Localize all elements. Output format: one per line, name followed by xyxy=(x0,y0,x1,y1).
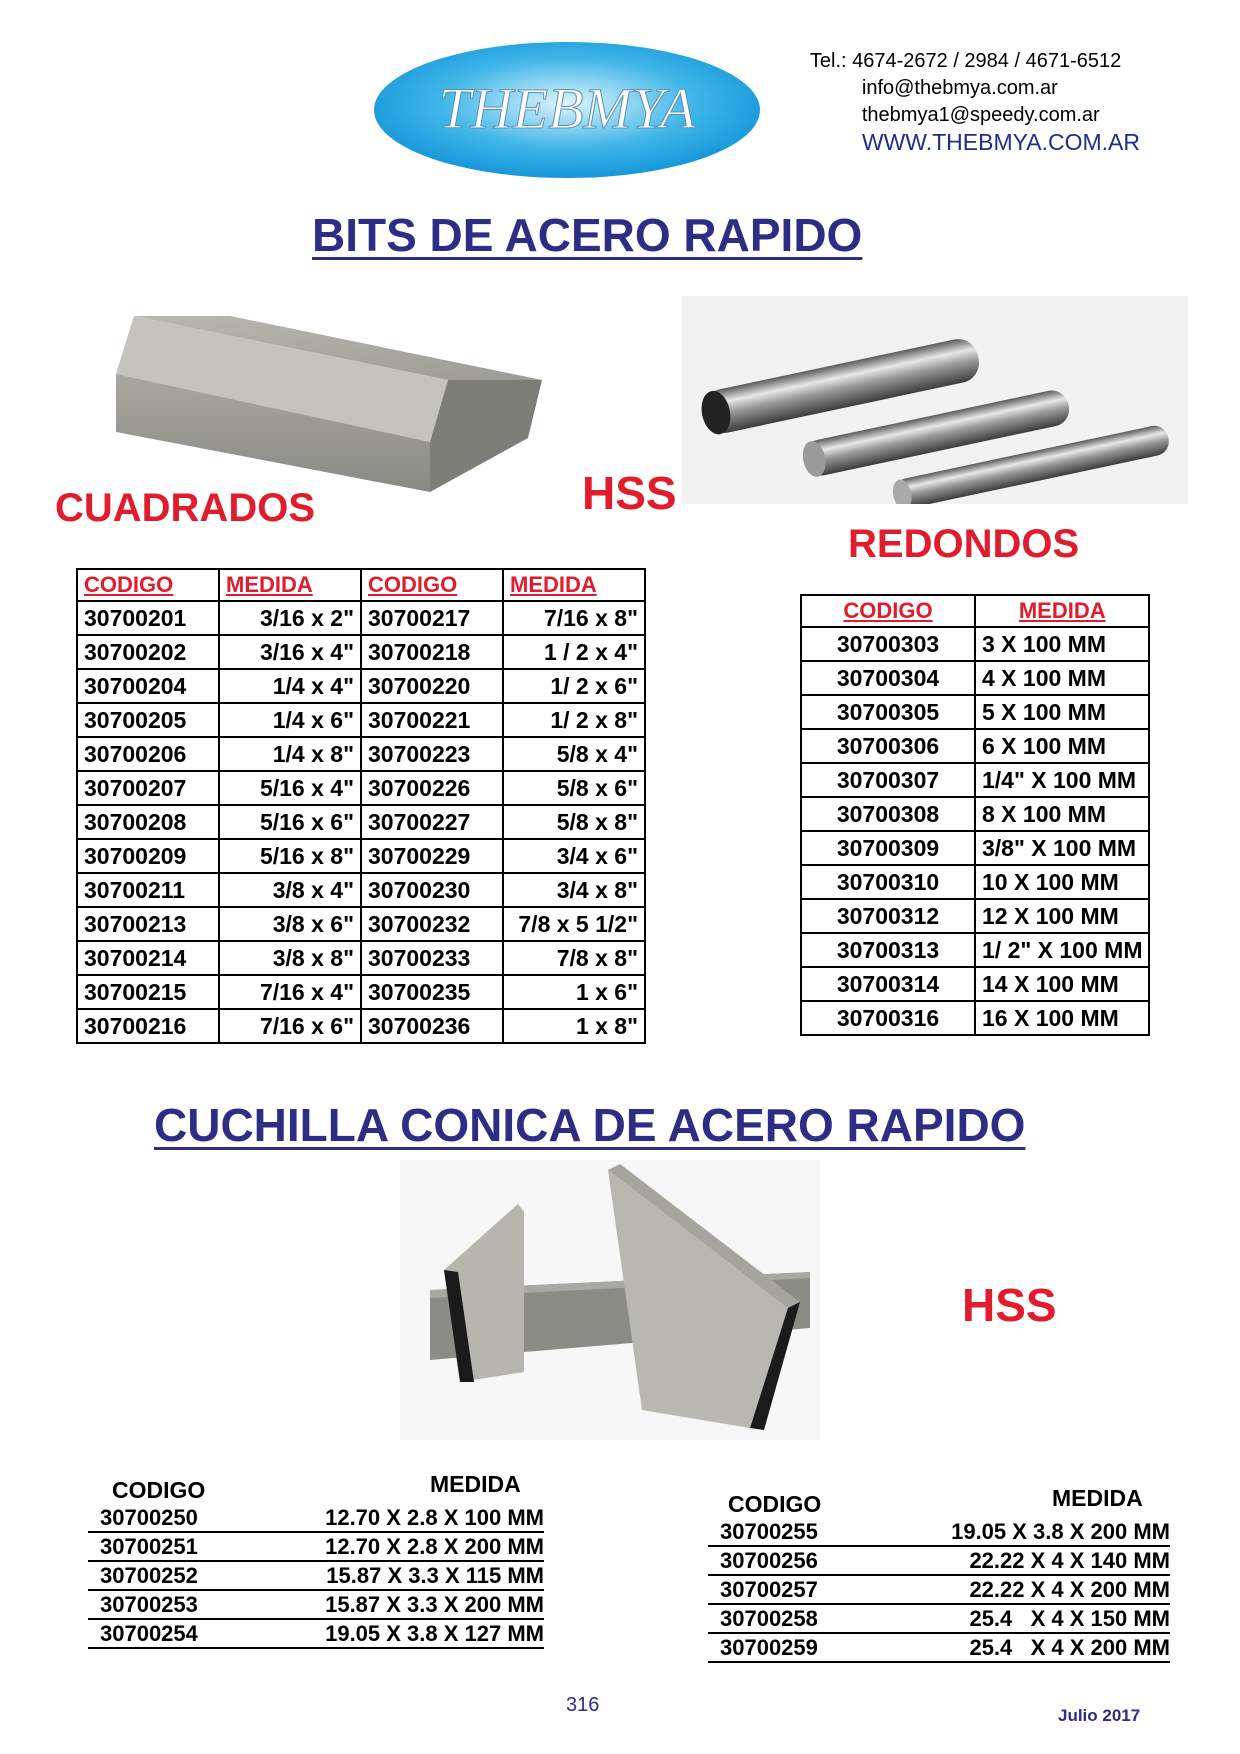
cell-code: 30700316 xyxy=(801,1001,975,1035)
table-row xyxy=(801,797,1149,831)
cell-size: 1/ 2 x 6" xyxy=(503,669,645,703)
table-row xyxy=(801,899,1149,933)
table-row xyxy=(77,601,645,635)
cell-size: 8 X 100 MM xyxy=(975,797,1149,831)
item-code: 30700253 xyxy=(100,1592,198,1617)
list-item xyxy=(88,1533,544,1562)
item-size: 19.05 X 3.8 X 127 MM xyxy=(325,1621,544,1646)
website-link[interactable]: WWW.THEBMYA.COM.AR xyxy=(861,129,1140,155)
list-item xyxy=(88,1562,544,1591)
page-number: 316 xyxy=(566,1694,600,1716)
cell-code: 30700309 xyxy=(801,831,975,865)
item-code: 30700252 xyxy=(100,1563,198,1588)
item-code: 30700251 xyxy=(100,1534,198,1559)
item-size: 22.22 X 4 X 200 MM xyxy=(969,1577,1170,1602)
cell-size: 3 X 100 MM xyxy=(975,627,1149,661)
cell-code: 30700216 xyxy=(77,1009,219,1043)
table-row xyxy=(801,763,1149,797)
edition-date: Julio 2017 xyxy=(1058,1706,1141,1725)
cell-size: 3/8" X 100 MM xyxy=(975,831,1149,865)
item-code: 30700259 xyxy=(720,1635,818,1660)
cell-size: 7/16 x 6" xyxy=(219,1009,361,1043)
item-size: 22.22 X 4 X 140 MM xyxy=(969,1548,1170,1573)
list-header xyxy=(88,1470,544,1504)
table-row xyxy=(77,771,645,805)
cell-code: 30700312 xyxy=(801,899,975,933)
cell-size: 5/8 x 6" xyxy=(503,771,645,805)
item-size: 19.05 X 3.8 X 200 MM xyxy=(951,1519,1170,1544)
cell-code: 30700205 xyxy=(77,703,219,737)
cell-code: 30700235 xyxy=(361,975,503,1009)
item-code: 30700255 xyxy=(720,1519,818,1544)
cell-code: 30700313 xyxy=(801,933,975,967)
cell-code: 30700223 xyxy=(361,737,503,771)
item-code: 30700257 xyxy=(720,1577,818,1602)
cell-code: 30700308 xyxy=(801,797,975,831)
cell-code: 30700218 xyxy=(361,635,503,669)
cell-size: 6 X 100 MM xyxy=(975,729,1149,763)
header-medida: MEDIDA xyxy=(1052,1485,1143,1511)
cell-size: 3/8 x 8" xyxy=(219,941,361,975)
header-codigo: CODIGO xyxy=(77,569,219,601)
cell-size: 7/16 x 4" xyxy=(219,975,361,1009)
cell-code: 30700204 xyxy=(77,669,219,703)
cell-code: 30700201 xyxy=(77,601,219,635)
cell-size: 3/16 x 2" xyxy=(219,601,361,635)
cell-code: 30700206 xyxy=(77,737,219,771)
cell-size: 5/8 x 4" xyxy=(503,737,645,771)
item-code: 30700256 xyxy=(720,1548,818,1573)
table-row xyxy=(77,907,645,941)
cell-size: 3/4 x 6" xyxy=(503,839,645,873)
cell-code: 30700306 xyxy=(801,729,975,763)
header-medida: MEDIDA xyxy=(503,569,645,601)
table-header-row xyxy=(77,569,645,601)
section-title-conic: CUCHILLA CONICA DE ACERO RAPIDO xyxy=(154,1099,1026,1151)
cell-size: 1/4" X 100 MM xyxy=(975,763,1149,797)
list-item xyxy=(708,1518,1170,1547)
table-row xyxy=(77,805,645,839)
item-size: 25.4 X 4 X 200 MM xyxy=(969,1635,1170,1660)
section-title-bits: BITS DE ACERO RAPIDO xyxy=(312,209,863,261)
cell-code: 30700209 xyxy=(77,839,219,873)
cell-size: 3/8 x 4" xyxy=(219,873,361,907)
list-item xyxy=(88,1504,544,1533)
cell-code: 30700232 xyxy=(361,907,503,941)
phone-text: Tel.: 4674-2672 / 2984 / 4671-6512 xyxy=(809,50,1122,72)
contact-block xyxy=(810,48,1140,156)
cell-code: 30700214 xyxy=(77,941,219,975)
table-row xyxy=(801,967,1149,1001)
cell-code: 30700215 xyxy=(77,975,219,1009)
item-size: 15.87 X 3.3 X 200 MM xyxy=(325,1592,544,1617)
cell-size: 1 / 2 x 4" xyxy=(503,635,645,669)
cell-code: 30700310 xyxy=(801,865,975,899)
cell-code: 30700221 xyxy=(361,703,503,737)
cell-size: 4 X 100 MM xyxy=(975,661,1149,695)
cell-size: 14 X 100 MM xyxy=(975,967,1149,1001)
table-row xyxy=(801,627,1149,661)
cell-code: 30700229 xyxy=(361,839,503,873)
cell-size: 16 X 100 MM xyxy=(975,1001,1149,1035)
table-row xyxy=(801,865,1149,899)
cell-code: 30700307 xyxy=(801,763,975,797)
table-row xyxy=(77,839,645,873)
cell-code: 30700314 xyxy=(801,967,975,1001)
cell-code: 30700211 xyxy=(77,873,219,907)
header-codigo: CODIGO xyxy=(728,1491,822,1517)
header-codigo: CODIGO xyxy=(801,595,975,627)
cell-code: 30700303 xyxy=(801,627,975,661)
company-logo xyxy=(372,40,762,180)
cell-size: 1/ 2 x 8" xyxy=(503,703,645,737)
cell-code: 30700213 xyxy=(77,907,219,941)
label-cuadrados: CUADRADOS xyxy=(55,486,315,530)
cell-code: 30700207 xyxy=(77,771,219,805)
item-size: 12.70 X 2.8 X 100 MM xyxy=(325,1505,544,1530)
cell-code: 30700305 xyxy=(801,695,975,729)
square-bit-image xyxy=(112,312,542,497)
round-bits-table xyxy=(800,594,1150,1036)
cell-code: 30700226 xyxy=(361,771,503,805)
cell-size: 1/4 x 4" xyxy=(219,669,361,703)
table-row xyxy=(77,941,645,975)
item-size: 12.70 X 2.8 X 200 MM xyxy=(325,1534,544,1559)
cell-code: 30700236 xyxy=(361,1009,503,1043)
cell-size: 5/16 x 4" xyxy=(219,771,361,805)
cell-code: 30700233 xyxy=(361,941,503,975)
table-header-row xyxy=(801,595,1149,627)
table-row xyxy=(801,1001,1149,1035)
list-item xyxy=(708,1576,1170,1605)
list-item xyxy=(708,1547,1170,1576)
item-code: 30700258 xyxy=(720,1606,818,1631)
conic-list-right xyxy=(708,1484,1170,1663)
table-row xyxy=(77,669,645,703)
list-item xyxy=(708,1605,1170,1634)
cell-size: 5/16 x 6" xyxy=(219,805,361,839)
table-row xyxy=(77,975,645,1009)
conic-list-left xyxy=(88,1470,544,1649)
item-code: 30700254 xyxy=(100,1621,198,1646)
cell-size: 7/8 x 8" xyxy=(503,941,645,975)
header-medida: MEDIDA xyxy=(975,595,1149,627)
cell-size: 10 X 100 MM xyxy=(975,865,1149,899)
cell-size: 3/8 x 6" xyxy=(219,907,361,941)
list-item xyxy=(88,1620,544,1649)
cell-code: 30700227 xyxy=(361,805,503,839)
cell-code: 30700304 xyxy=(801,661,975,695)
round-bits-image xyxy=(682,296,1188,504)
header-medida: MEDIDA xyxy=(430,1471,521,1497)
cell-size: 5/8 x 8" xyxy=(503,805,645,839)
cell-size: 7/16 x 8" xyxy=(503,601,645,635)
item-size: 15.87 X 3.3 X 115 MM xyxy=(326,1563,544,1588)
email-speedy[interactable]: thebmya1@speedy.com.ar xyxy=(861,104,1100,126)
label-redondos: REDONDOS xyxy=(848,522,1080,566)
table-row xyxy=(77,703,645,737)
table-row xyxy=(801,661,1149,695)
email-info[interactable]: info@thebmya.com.ar xyxy=(861,77,1058,99)
cell-size: 7/8 x 5 1/2" xyxy=(503,907,645,941)
cell-size: 1/4 x 8" xyxy=(219,737,361,771)
table-row xyxy=(77,1009,645,1043)
table-row xyxy=(801,933,1149,967)
label-hss-bits: HSS xyxy=(582,467,677,519)
label-hss-conic: HSS xyxy=(962,1279,1057,1331)
table-row xyxy=(801,695,1149,729)
svg-text:THEBMYA: THEBMYA xyxy=(438,76,696,141)
table-row xyxy=(77,737,645,771)
list-item xyxy=(88,1591,544,1620)
cell-code: 30700202 xyxy=(77,635,219,669)
cell-size: 12 X 100 MM xyxy=(975,899,1149,933)
header-medida: MEDIDA xyxy=(219,569,361,601)
cell-size: 1 x 6" xyxy=(503,975,645,1009)
header-codigo: CODIGO xyxy=(361,569,503,601)
cell-code: 30700208 xyxy=(77,805,219,839)
cell-code: 30700230 xyxy=(361,873,503,907)
conic-cutter-image xyxy=(400,1160,820,1440)
cell-code: 30700220 xyxy=(361,669,503,703)
header-codigo: CODIGO xyxy=(112,1477,206,1503)
cell-size: 3/4 x 8" xyxy=(503,873,645,907)
item-code: 30700250 xyxy=(100,1505,198,1530)
cell-size: 5/16 x 8" xyxy=(219,839,361,873)
square-bits-table xyxy=(76,568,646,1044)
cell-size: 1/ 2" X 100 MM xyxy=(975,933,1149,967)
table-row xyxy=(801,831,1149,865)
item-size: 25.4 X 4 X 150 MM xyxy=(969,1606,1170,1631)
cell-code: 30700217 xyxy=(361,601,503,635)
cell-size: 1 x 8" xyxy=(503,1009,645,1043)
table-row xyxy=(801,729,1149,763)
list-header xyxy=(708,1484,1170,1518)
cell-size: 1/4 x 6" xyxy=(219,703,361,737)
cell-size: 5 X 100 MM xyxy=(975,695,1149,729)
table-row xyxy=(77,873,645,907)
cell-size: 3/16 x 4" xyxy=(219,635,361,669)
list-item xyxy=(708,1634,1170,1663)
table-row xyxy=(77,635,645,669)
